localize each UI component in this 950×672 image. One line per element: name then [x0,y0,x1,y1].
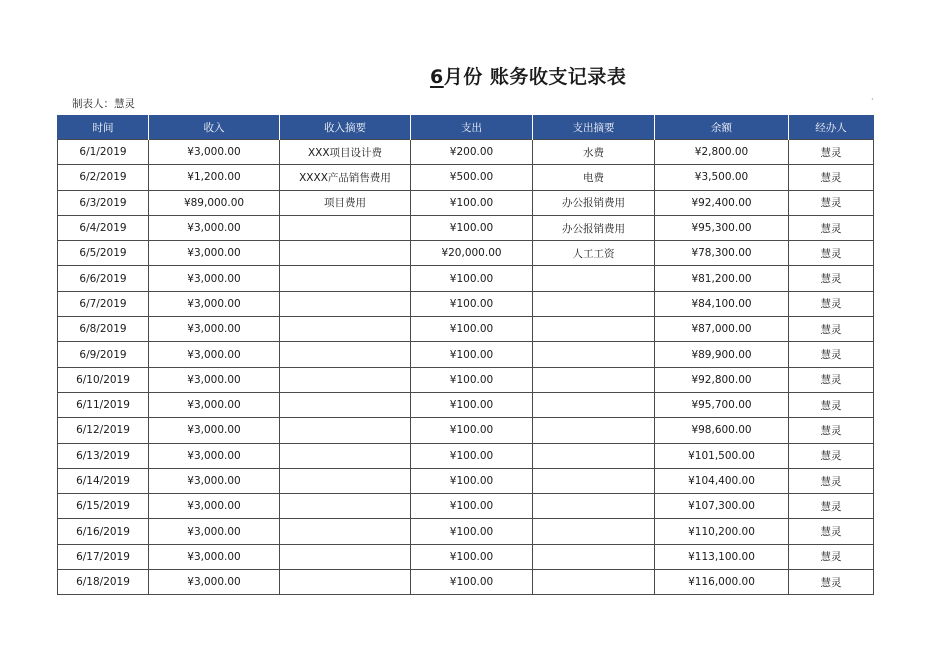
cell-date: 6/18/2019 [58,570,149,595]
cell-handler: 慧灵 [789,215,874,240]
column-header-date: 时间 [58,115,149,140]
table-row [58,241,874,266]
cell-expense-summary [533,291,655,316]
cell-income-summary [280,519,411,544]
cell-expense: ¥100.00 [411,190,533,215]
cell-balance: ¥84,100.00 [655,291,789,316]
cell-income: ¥3,000.00 [149,291,280,316]
cell-expense-summary [533,468,655,493]
cell-expense-summary [533,544,655,569]
table-row [58,190,874,215]
cell-balance: ¥104,400.00 [655,468,789,493]
cell-balance: ¥113,100.00 [655,544,789,569]
cell-expense-summary [533,570,655,595]
cell-expense: ¥100.00 [411,291,533,316]
cell-balance: ¥116,000.00 [655,570,789,595]
cell-handler: 慧灵 [789,140,874,165]
maker-line [72,96,135,111]
cell-expense: ¥100.00 [411,570,533,595]
cell-expense-summary: 电费 [533,165,655,190]
cell-date: 6/15/2019 [58,494,149,519]
cell-expense: ¥100.00 [411,317,533,342]
table-row [58,266,874,291]
table-row [58,215,874,240]
cell-income: ¥3,000.00 [149,317,280,342]
cell-date: 6/8/2019 [58,317,149,342]
cell-income: ¥3,000.00 [149,266,280,291]
cell-income-summary [280,342,411,367]
cell-income-summary [280,241,411,266]
maker-label: 制表人： [72,98,114,110]
cell-handler: 慧灵 [789,165,874,190]
cell-expense-summary [533,367,655,392]
table-row [58,140,874,165]
cell-handler: 慧灵 [789,443,874,468]
cell-income: ¥3,000.00 [149,140,280,165]
cell-income: ¥3,000.00 [149,342,280,367]
cell-income-summary [280,570,411,595]
cell-expense-summary [533,317,655,342]
cell-income: ¥3,000.00 [149,443,280,468]
cell-income-summary [280,468,411,493]
column-header-expense: 支出 [411,115,533,140]
cell-balance: ¥92,800.00 [655,367,789,392]
cell-balance: ¥101,500.00 [655,443,789,468]
cell-handler: 慧灵 [789,291,874,316]
cell-date: 6/14/2019 [58,468,149,493]
cell-date: 6/7/2019 [58,291,149,316]
cell-balance: ¥78,300.00 [655,241,789,266]
cell-expense-summary [533,494,655,519]
cell-expense-summary: 水费 [533,140,655,165]
cell-income-summary [280,215,411,240]
cell-handler: 慧灵 [789,241,874,266]
cell-date: 6/1/2019 [58,140,149,165]
cell-balance: ¥92,400.00 [655,190,789,215]
cell-income-summary [280,392,411,417]
cell-balance: ¥87,000.00 [655,317,789,342]
cell-income-summary [280,317,411,342]
cell-balance: ¥3,500.00 [655,165,789,190]
cell-date: 6/13/2019 [58,443,149,468]
cell-date: 6/3/2019 [58,190,149,215]
cell-handler: 慧灵 [789,544,874,569]
table-row [58,418,874,443]
table-row [58,494,874,519]
cell-balance: ¥81,200.00 [655,266,789,291]
cell-date: 6/17/2019 [58,544,149,569]
cell-date: 6/5/2019 [58,241,149,266]
cell-date: 6/12/2019 [58,418,149,443]
cell-balance: ¥110,200.00 [655,519,789,544]
cell-income: ¥3,000.00 [149,468,280,493]
maker-name: 慧灵 [114,98,135,110]
column-header-income-summary: 收入摘要 [280,115,411,140]
cell-expense: ¥100.00 [411,266,533,291]
cell-date: 6/10/2019 [58,367,149,392]
cell-handler: 慧灵 [789,266,874,291]
cell-expense-summary [533,519,655,544]
cell-handler: 慧灵 [789,494,874,519]
cell-expense-summary: 办公报销费用 [533,215,655,240]
cell-handler: 慧灵 [789,570,874,595]
cell-date: 6/16/2019 [58,519,149,544]
cell-expense: ¥100.00 [411,443,533,468]
cell-expense: ¥20,000.00 [411,241,533,266]
cell-balance: ¥95,700.00 [655,392,789,417]
cell-income: ¥3,000.00 [149,367,280,392]
cell-expense: ¥100.00 [411,468,533,493]
column-header-handler: 经办人 [789,115,874,140]
cell-income-summary [280,367,411,392]
table-row [58,544,874,569]
cell-date: 6/11/2019 [58,392,149,417]
cell-income: ¥3,000.00 [149,570,280,595]
cell-expense-summary: 办公报销费用 [533,190,655,215]
page-title [430,62,626,89]
cell-expense-summary [533,392,655,417]
cell-income-summary: XXXX产品销售费用 [280,165,411,190]
table-body [58,140,874,595]
cell-income: ¥3,000.00 [149,215,280,240]
table-header-row [58,115,874,140]
cell-expense: ¥100.00 [411,494,533,519]
column-header-expense-summary: 支出摘要 [533,115,655,140]
cell-expense: ¥100.00 [411,367,533,392]
cell-expense: ¥100.00 [411,215,533,240]
column-header-income: 收入 [149,115,280,140]
table-row [58,165,874,190]
title-text: 月份 账务收支记录表 [443,66,627,88]
cell-expense-summary: 人工工资 [533,241,655,266]
cell-income: ¥89,000.00 [149,190,280,215]
cell-income: ¥1,200.00 [149,165,280,190]
table-row [58,443,874,468]
cell-balance: ¥89,900.00 [655,342,789,367]
cell-income-summary [280,443,411,468]
cell-handler: 慧灵 [789,418,874,443]
cell-expense-summary [533,266,655,291]
cell-expense: ¥100.00 [411,544,533,569]
cell-income: ¥3,000.00 [149,519,280,544]
cell-balance: ¥2,800.00 [655,140,789,165]
cell-income-summary: 项目费用 [280,190,411,215]
cell-handler: 慧灵 [789,317,874,342]
table-row [58,317,874,342]
table-row [58,342,874,367]
cell-date: 6/9/2019 [58,342,149,367]
cell-expense-summary [533,418,655,443]
cell-handler: 慧灵 [789,367,874,392]
cell-expense: ¥100.00 [411,392,533,417]
cell-income-summary [280,291,411,316]
table-row [58,468,874,493]
title-month: 6 [430,66,444,88]
cell-expense-summary [533,342,655,367]
cell-income: ¥3,000.00 [149,418,280,443]
cell-expense-summary [533,443,655,468]
table-row [58,570,874,595]
cell-balance: ¥98,600.00 [655,418,789,443]
cell-expense: ¥500.00 [411,165,533,190]
cell-expense: ¥100.00 [411,519,533,544]
table-row [58,367,874,392]
cell-date: 6/4/2019 [58,215,149,240]
column-header-balance: 余额 [655,115,789,140]
cell-income-summary [280,494,411,519]
cell-income-summary [280,266,411,291]
cell-income: ¥3,000.00 [149,494,280,519]
cell-handler: 慧灵 [789,190,874,215]
cell-handler: 慧灵 [789,468,874,493]
cell-date: 6/2/2019 [58,165,149,190]
cell-expense: ¥200.00 [411,140,533,165]
table-row [58,291,874,316]
cell-handler: 慧灵 [789,392,874,417]
cell-income: ¥3,000.00 [149,241,280,266]
cell-expense: ¥100.00 [411,342,533,367]
cell-balance: ¥95,300.00 [655,215,789,240]
cell-expense: ¥100.00 [411,418,533,443]
cell-income: ¥3,000.00 [149,392,280,417]
cell-date: 6/6/2019 [58,266,149,291]
cell-balance: ¥107,300.00 [655,494,789,519]
cell-income: ¥3,000.00 [149,544,280,569]
cell-handler: 慧灵 [789,519,874,544]
table-row [58,519,874,544]
cell-handler: 慧灵 [789,342,874,367]
corner-mark: · [871,95,874,104]
cell-income-summary [280,418,411,443]
cell-income-summary: XXX项目设计费 [280,140,411,165]
ledger-table [57,115,874,595]
table-row [58,392,874,417]
cell-income-summary [280,544,411,569]
